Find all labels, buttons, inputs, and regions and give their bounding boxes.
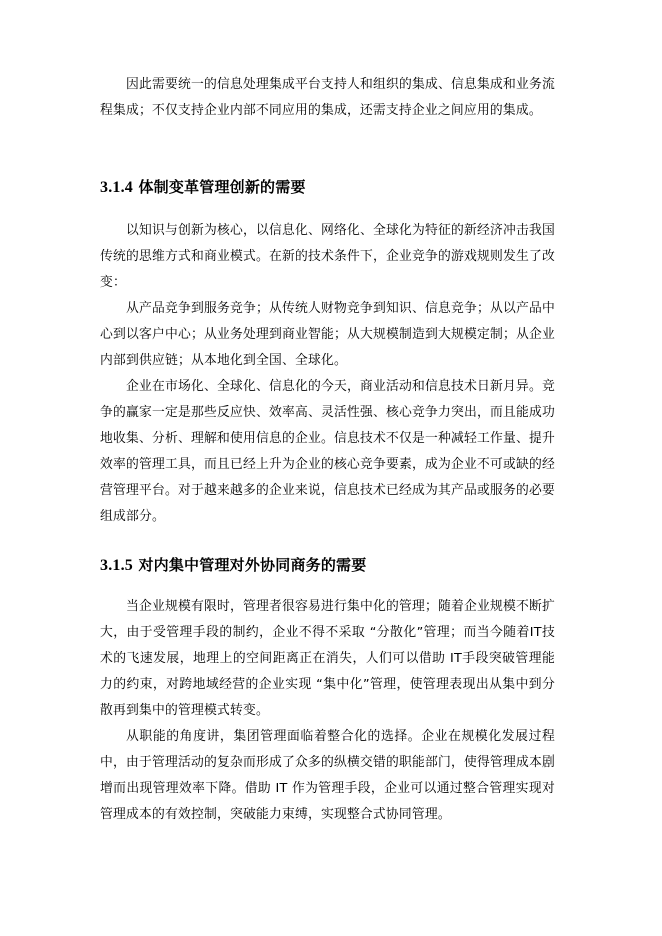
section-3-1-5-paragraph-2: 从职能的角度讲，集团管理面临着整合化的选择。企业在规模化发展过程中，由于管理活动的复杂而形成了众多的纵横交错的职能部门，使得管理成本剧增而出现管理效率下降。借助 IT 作为管理手段，企业可以通过整合管理实现对管理成本的有效控制，突破能力束缚，实现整合式协同管理。 — [100, 729, 555, 822]
section-title: 体制变革管理创新的需要 — [138, 178, 306, 196]
section-heading-3-1-4 — [100, 176, 560, 199]
section-number: 3.1.5 — [100, 557, 133, 574]
intro-paragraph: 因此需要统一的信息处理集成平台支持人和组织的集成、信息集成和业务流程集成；不仅支持企业内部不同应用的集成，还需支持企业之间应用的集成。 — [100, 77, 555, 118]
section-3-1-4-paragraph-3: 企业在市场化、全球化、信息化的今天，商业活动和信息技术日新月异。竞争的赢家一定是那些反应快、效率高、灵活性强、核心竞争力突出，而且能成功地收集、分析、理解和使用信息的企业。信息技术不仅是一种减轻工作量、提升效率的管理工具，而且已经上升为企业的核心竞争要素，成为企业不可或缺的经营管理平台。对于越来越多的企业来说，信息技术已经成为其产品或服务的必要组成部分。 — [100, 379, 555, 524]
section-number: 3.1.4 — [100, 179, 133, 196]
section-title: 对内集中管理对外协同商务的需要 — [138, 556, 367, 574]
section-3-1-4-paragraph-1: 以知识与创新为核心，以信息化、网络化、全球化为特征的新经济冲击我国传统的思维方式和商业模式。在新的技术条件下，企业竞争的游戏规则发生了改变： — [100, 223, 555, 290]
section-heading-3-1-5 — [100, 554, 560, 577]
section-3-1-4-paragraph-2: 从产品竞争到服务竞争；从传统人财物竞争到知识、信息竞争；从以产品中心到以客户中心；从业务处理到商业智能；从大规模制造到大规模定制；从企业内部到供应链；从本地化到全国、全球化。 — [100, 301, 555, 368]
section-3-1-5-paragraph-1: 当企业规模有限时，管理者很容易进行集中化的管理；随着企业规模不断扩大，由于受管理手段的制约，企业不得不采取 “分散化”管理；而当今随着IT技术的飞速发展，地理上的空间距离正在消失，人们可以借助 IT手段突破管理能力的约束，对跨地域经营的企业实现 “集中化”管理，使管理表现出从集中到分散再到集中的管理模式转变。 — [100, 599, 555, 718]
